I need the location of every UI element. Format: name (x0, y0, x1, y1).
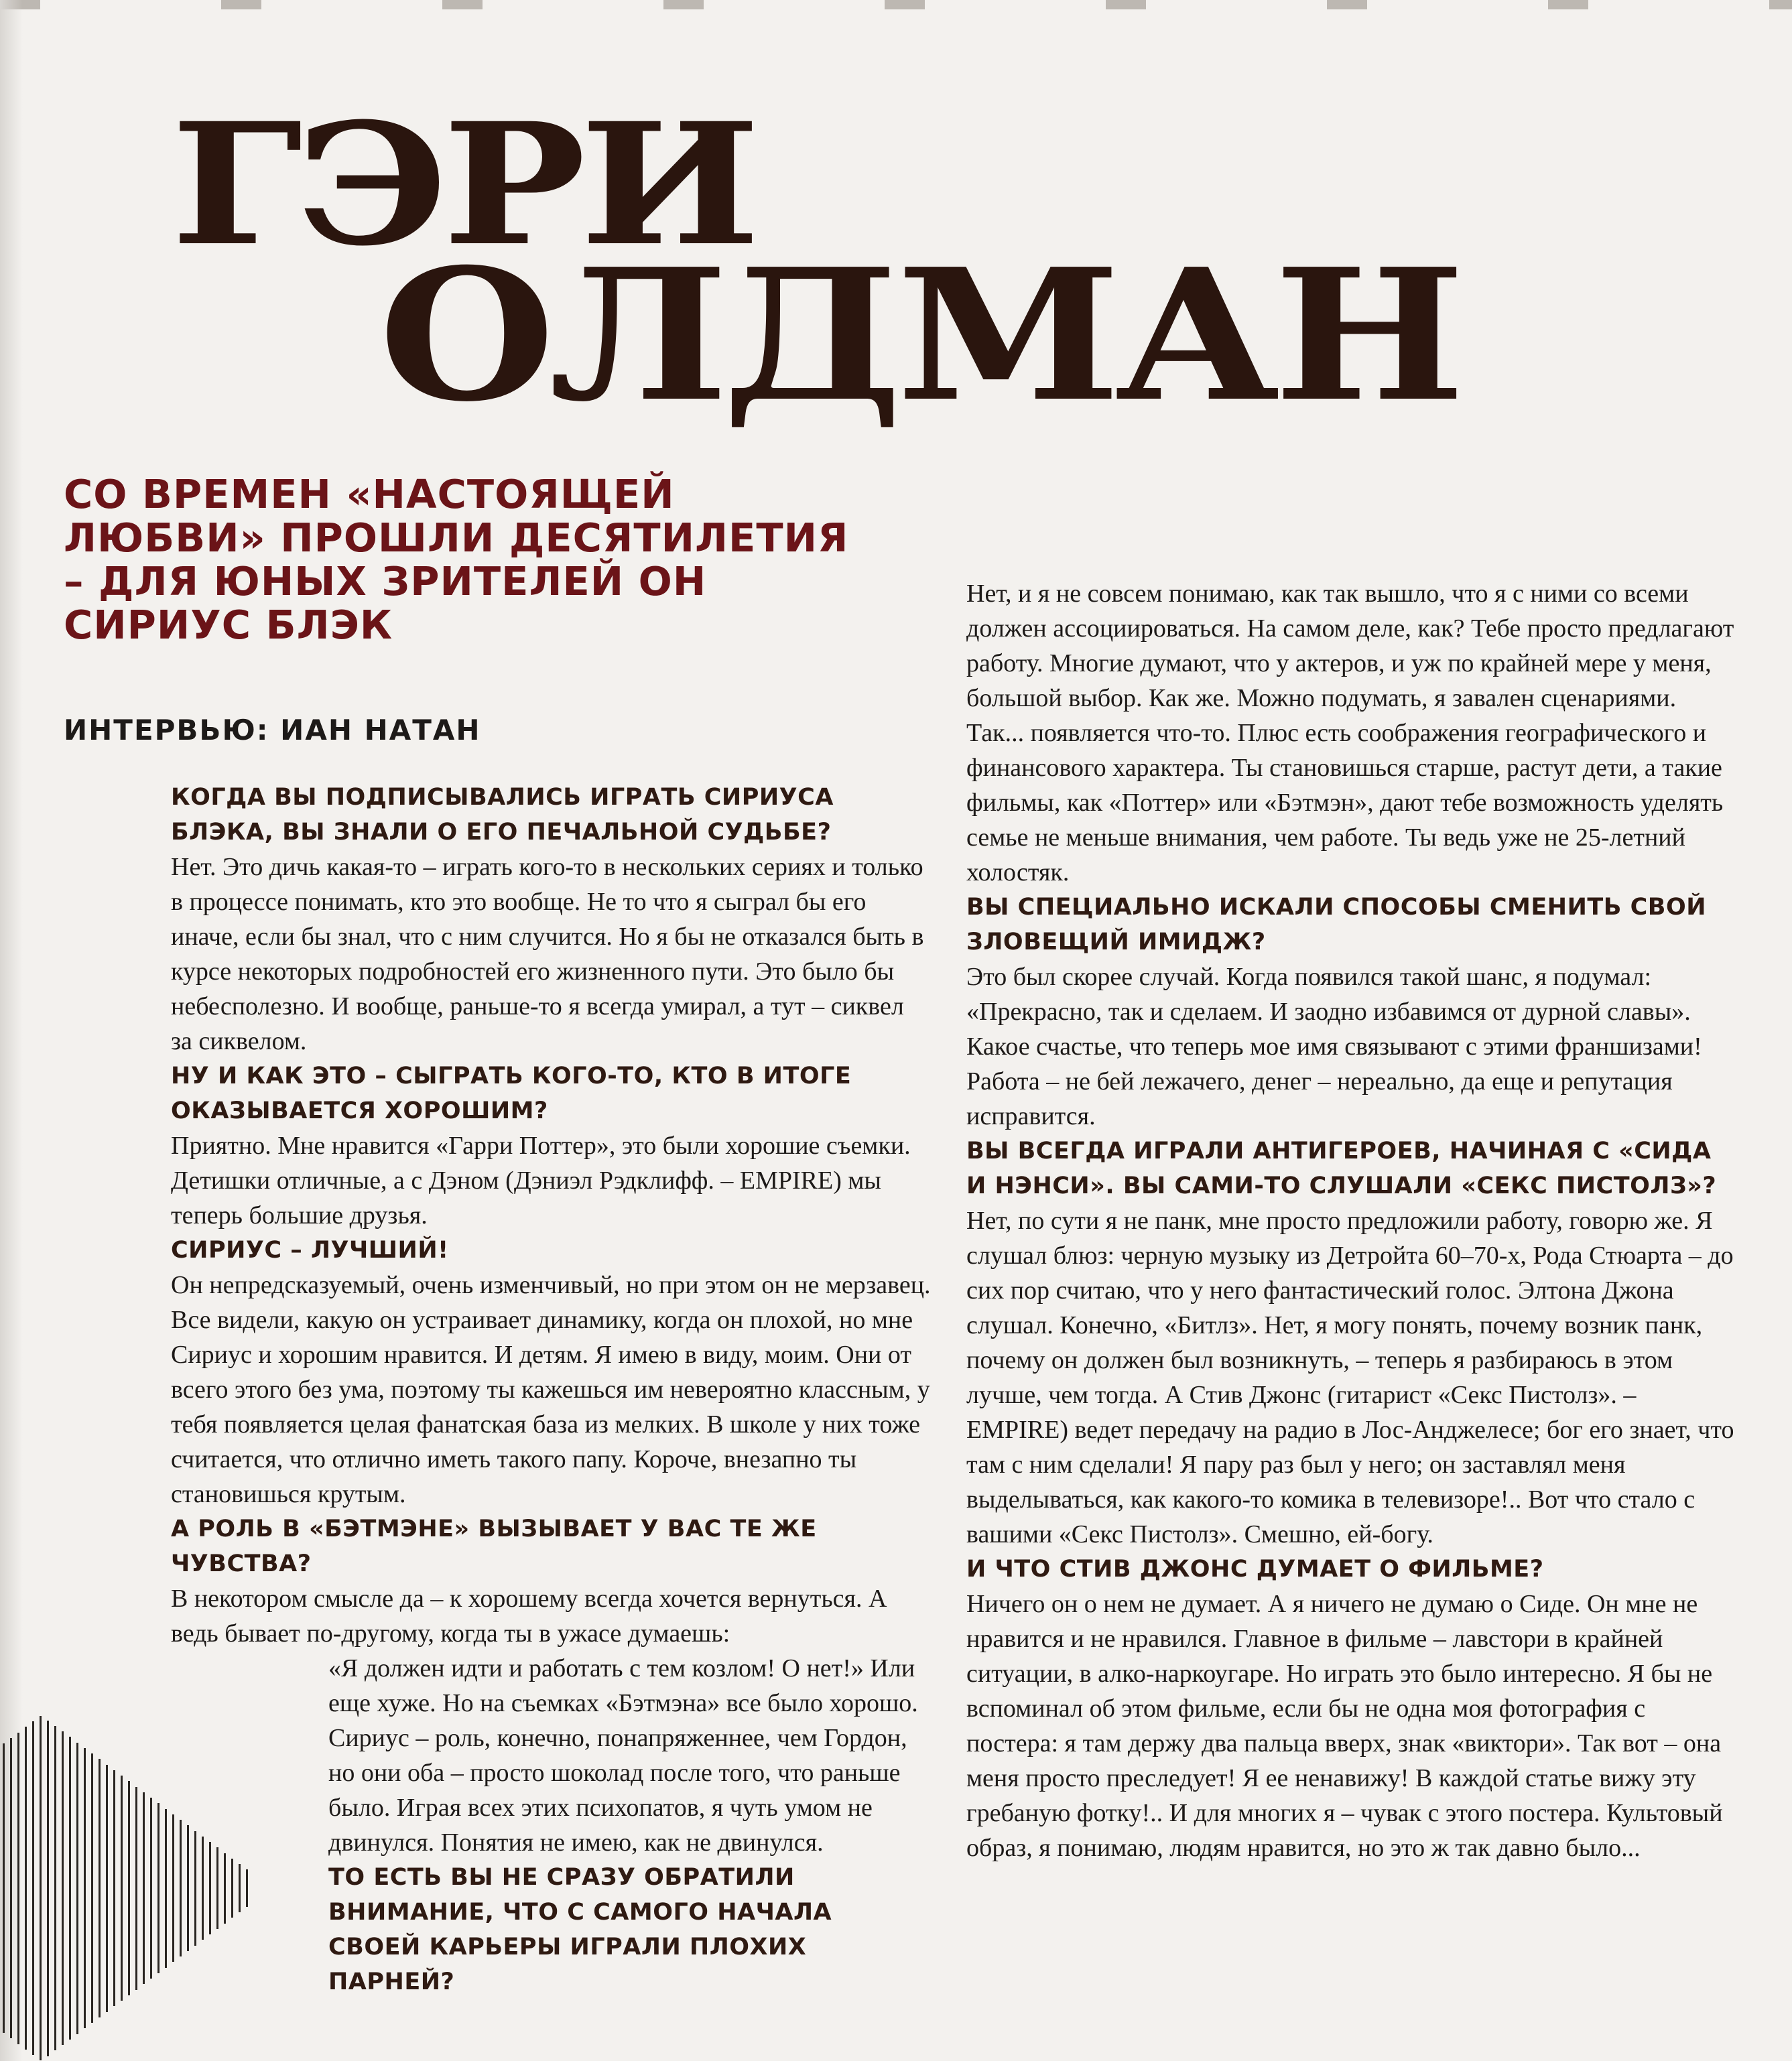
pattern-stripe (224, 1853, 226, 1924)
interview-question: А РОЛЬ В «БЭТМЭНЕ» ВЫЗЫВАЕТ У ВАС ТЕ ЖЕ ЧУВСТВА? (171, 1516, 817, 1577)
pattern-stripe (91, 1753, 93, 2023)
interview-question: НУ И КАК ЭТО – СЫГРАТЬ КОГО-ТО, КТО В ИТОГЕ ОКАЗЫВАЕТСЯ ХОРОШИМ? (171, 1063, 852, 1124)
pattern-stripe (106, 1765, 108, 2012)
interview-question: И ЧТО СТИВ ДЖОНС ДУМАЕТ О ФИЛЬМЕ? (966, 1556, 1544, 1583)
pattern-stripe (121, 1776, 123, 2001)
pattern-stripe (62, 1731, 64, 2045)
interview-question: ВЫ СПЕЦИАЛЬНО ИСКАЛИ СПОСОБЫ СМЕНИТЬ СВОЙ ЗЛОВЕЩИЙ ИМИДЖ? (966, 894, 1707, 955)
pattern-stripe (25, 1727, 27, 2050)
pattern-stripe (202, 1837, 204, 1940)
interview-answer: Приятно. Мне нравится «Гарри Поттер», это были хорошие съемки. Детишки отличные, а с Дэном (Дэниэл Рэдклифф. – EMPIRE) мы теперь большие друзья. (171, 1132, 911, 1229)
headline-first-name: ГЭРИ (171, 86, 755, 283)
pattern-stripe (209, 1842, 211, 1934)
pattern-stripe (76, 1743, 78, 2034)
headline-last-name: ОЛДМАН (379, 228, 1460, 442)
pattern-stripe (216, 1847, 218, 1929)
pattern-stripe (17, 1733, 19, 2044)
interview-question: СИРИУС – ЛУЧШИЙ! (171, 1237, 449, 1264)
interview-answer: Нет, и я не совсем понимаю, как так вышло, что я с ними со всеми должен ассоциироваться. На самом деле, как? Тебе просто предлагают работу. Многие думают, что у актеров, и уж по крайней мере у меня, большой выбор. Как же. Можно подумать, я завален сценариями. Так... появляется что-то. Плюс есть соображения географического и финансового характера. Ты становишься старше, растут дети, а такие фильмы, как «Поттер» или «Бэтмэн», дают тебе возможность уделять семье не меньше внимания, чем работе. Ты ведь уже не 25-летний холостяк. (966, 580, 1734, 886)
pattern-stripe (54, 1726, 56, 2051)
pattern-stripe (69, 1737, 71, 2040)
pattern-stripe (40, 1716, 42, 2061)
pattern-stripe (3, 1743, 5, 2033)
pattern-stripe (10, 1738, 12, 2039)
pattern-stripe (187, 1825, 189, 1951)
interview-question: КОГДА ВЫ ПОДПИСЫВАЛИСЬ ИГРАТЬ СИРИУСА БЛЭКА, ВЫ ЗНАЛИ О ЕГО ПЕЧАЛЬНОЙ СУДЬБЕ? (171, 784, 834, 846)
interview-answer: Нет. Это дичь какая-то – играть кого-то в нескольких сериях и только в процессе понимать, кто это вообще. Не то что я сыграл бы его иначе, если бы знал, что с ним случится. Но я бы не отказался быть в курсе некоторых подробностей его жизненного пути. Это было бы небесполезно. И вообще, раньше-то я всегда умирал, а тут – сиквел за сиквелом. (171, 853, 924, 1055)
pattern-stripe (239, 1864, 241, 1912)
pattern-stripe (194, 1831, 196, 1946)
interview-answer: Он непредсказуемый, очень изменчивый, но при этом он не мерзавец. Все видели, какую он устраивает динамику, когда он плохой, но мне Сириус и хорошим нравится. И детям. Я имею в виду, моим. Они от всего этого без ума, поэтому ты кажешься им невероятно классным, у тебя появляется целая фанатская база из мелких. В школе у них тоже считается, что отлично иметь такого папу. Короче, внезапно ты становишься крутым. (171, 1271, 931, 1508)
decorative-chevron-pattern (0, 1715, 281, 2061)
article-subtitle: СО ВРЕМЕН «НАСТОЯЩЕЙ ЛЮБВИ» ПРОШЛИ ДЕСЯТИЛЕТИЯ – ДЛЯ ЮНЫХ ЗРИТЕЛЕЙ ОН СИРИУС БЛЭК (64, 471, 849, 648)
interview-answer: Ничего он о нем не думает. А я ничего не думаю о Сиде. Он мне не нравится и не нравился. Главное в фильме – лавстори в крайней ситуации, в алко-наркоугаре. Но играть это было интересно. Я бы не вспоминал об этом фильме, если бы не одна моя фотография с постера: я там держу два пальца вверх, знак «виктори». Так вот – она меня просто преследует! Я ее ненавижу! В каждой статье вижу эту гребаную фотку!.. И для многих я – чувак с этого постера. Культовый образ, я понимаю, людям нравится, но это ж так давно было... (966, 1590, 1723, 1862)
pattern-stripe (143, 1792, 145, 1985)
pattern-stripe (128, 1781, 130, 1995)
right-column (966, 576, 1737, 1865)
pattern-stripe (157, 1803, 159, 1973)
pattern-stripe (165, 1809, 167, 1968)
pattern-stripe (246, 1869, 248, 1907)
pattern-stripe (172, 1814, 174, 1963)
page-top-edge (0, 0, 1792, 9)
interview-answer: В некотором смысле да – к хорошему всегда хочется вернуться. А ведь бывает по-другому, когда ты в ужасе думаешь: (171, 1585, 887, 1648)
interview-answer: Нет, по сути я не панк, мне просто предложили работу, говорю же. Я слушал блюз: черную музыку из Детройта 60–70-х, Рода Стюарта – до сих пор считаю, что у него фантастический голос. Элтона Джона слушал. Конечно, «Битлз». Нет, я могу понять, почему возник панк, почему он должен был возникнуть, – теперь я разбираюсь в этом лучше, чем тогда. А Стив Джонс (гитарист «Секс Пистолз». – EMPIRE) ведет передачу на радио в Лос-Анджелесе; бог его знает, что там с ним сделали! Я пару раз был у него; он заставлял меня выделываться, как какого-то комика в телевизоре!.. Вот что стало с вашими «Секс Пистолз». Смешно, ей-богу. (966, 1207, 1734, 1548)
pattern-stripe (32, 1721, 34, 2055)
left-column (171, 780, 932, 1999)
pattern-stripe (113, 1770, 115, 2007)
pattern-stripe (135, 1787, 137, 1990)
interview-answer: «Я должен идти и работать с тем козлом! О нет!» Или еще хуже. Но на съемках «Бэтмэна» все было хорошо. Сириус – роль, конечно, понапряженнее, чем Гордон, но они оба – просто шоколад после того, что раньше было. Играя всех этих психопатов, я чуть умом не двинулся. Понятия не имею, как не двинулся. (328, 1654, 918, 1857)
pattern-stripe (180, 1820, 182, 1956)
interview-question: ВЫ ВСЕГДА ИГРАЛИ АНТИГЕРОЕВ, НАЧИНАЯ С «СИДА И НЭНСИ». ВЫ САМИ-ТО СЛУШАЛИ «СЕКС ПИСТОЛЗ»? (966, 1138, 1717, 1199)
pattern-stripe (231, 1859, 233, 1918)
pattern-stripe (99, 1759, 101, 2017)
article-byline: ИНТЕРВЬЮ: ИАН НАТАН (64, 714, 481, 746)
pattern-stripe (84, 1748, 86, 2029)
pattern-stripe (47, 1721, 49, 2056)
pattern-stripe (150, 1798, 152, 1979)
interview-question: ТО ЕСТЬ ВЫ НЕ СРАЗУ ОБРАТИЛИ ВНИМАНИЕ, ЧТО С САМОГО НАЧАЛА СВОЕЙ КАРЬЕРЫ ИГРАЛИ ПЛОХИХ ПАРНЕЙ? (328, 1864, 832, 1995)
interview-answer: Это был скорее случай. Когда появился такой шанс, я подумал: «Прекрасно, так и сделаем. И заодно избавимся от дурной славы». Какое счастье, что теперь мое имя связывают с этими франшизами! Работа – не бей лежачего, денег – нереально, да еще и репутация исправится. (966, 963, 1702, 1130)
